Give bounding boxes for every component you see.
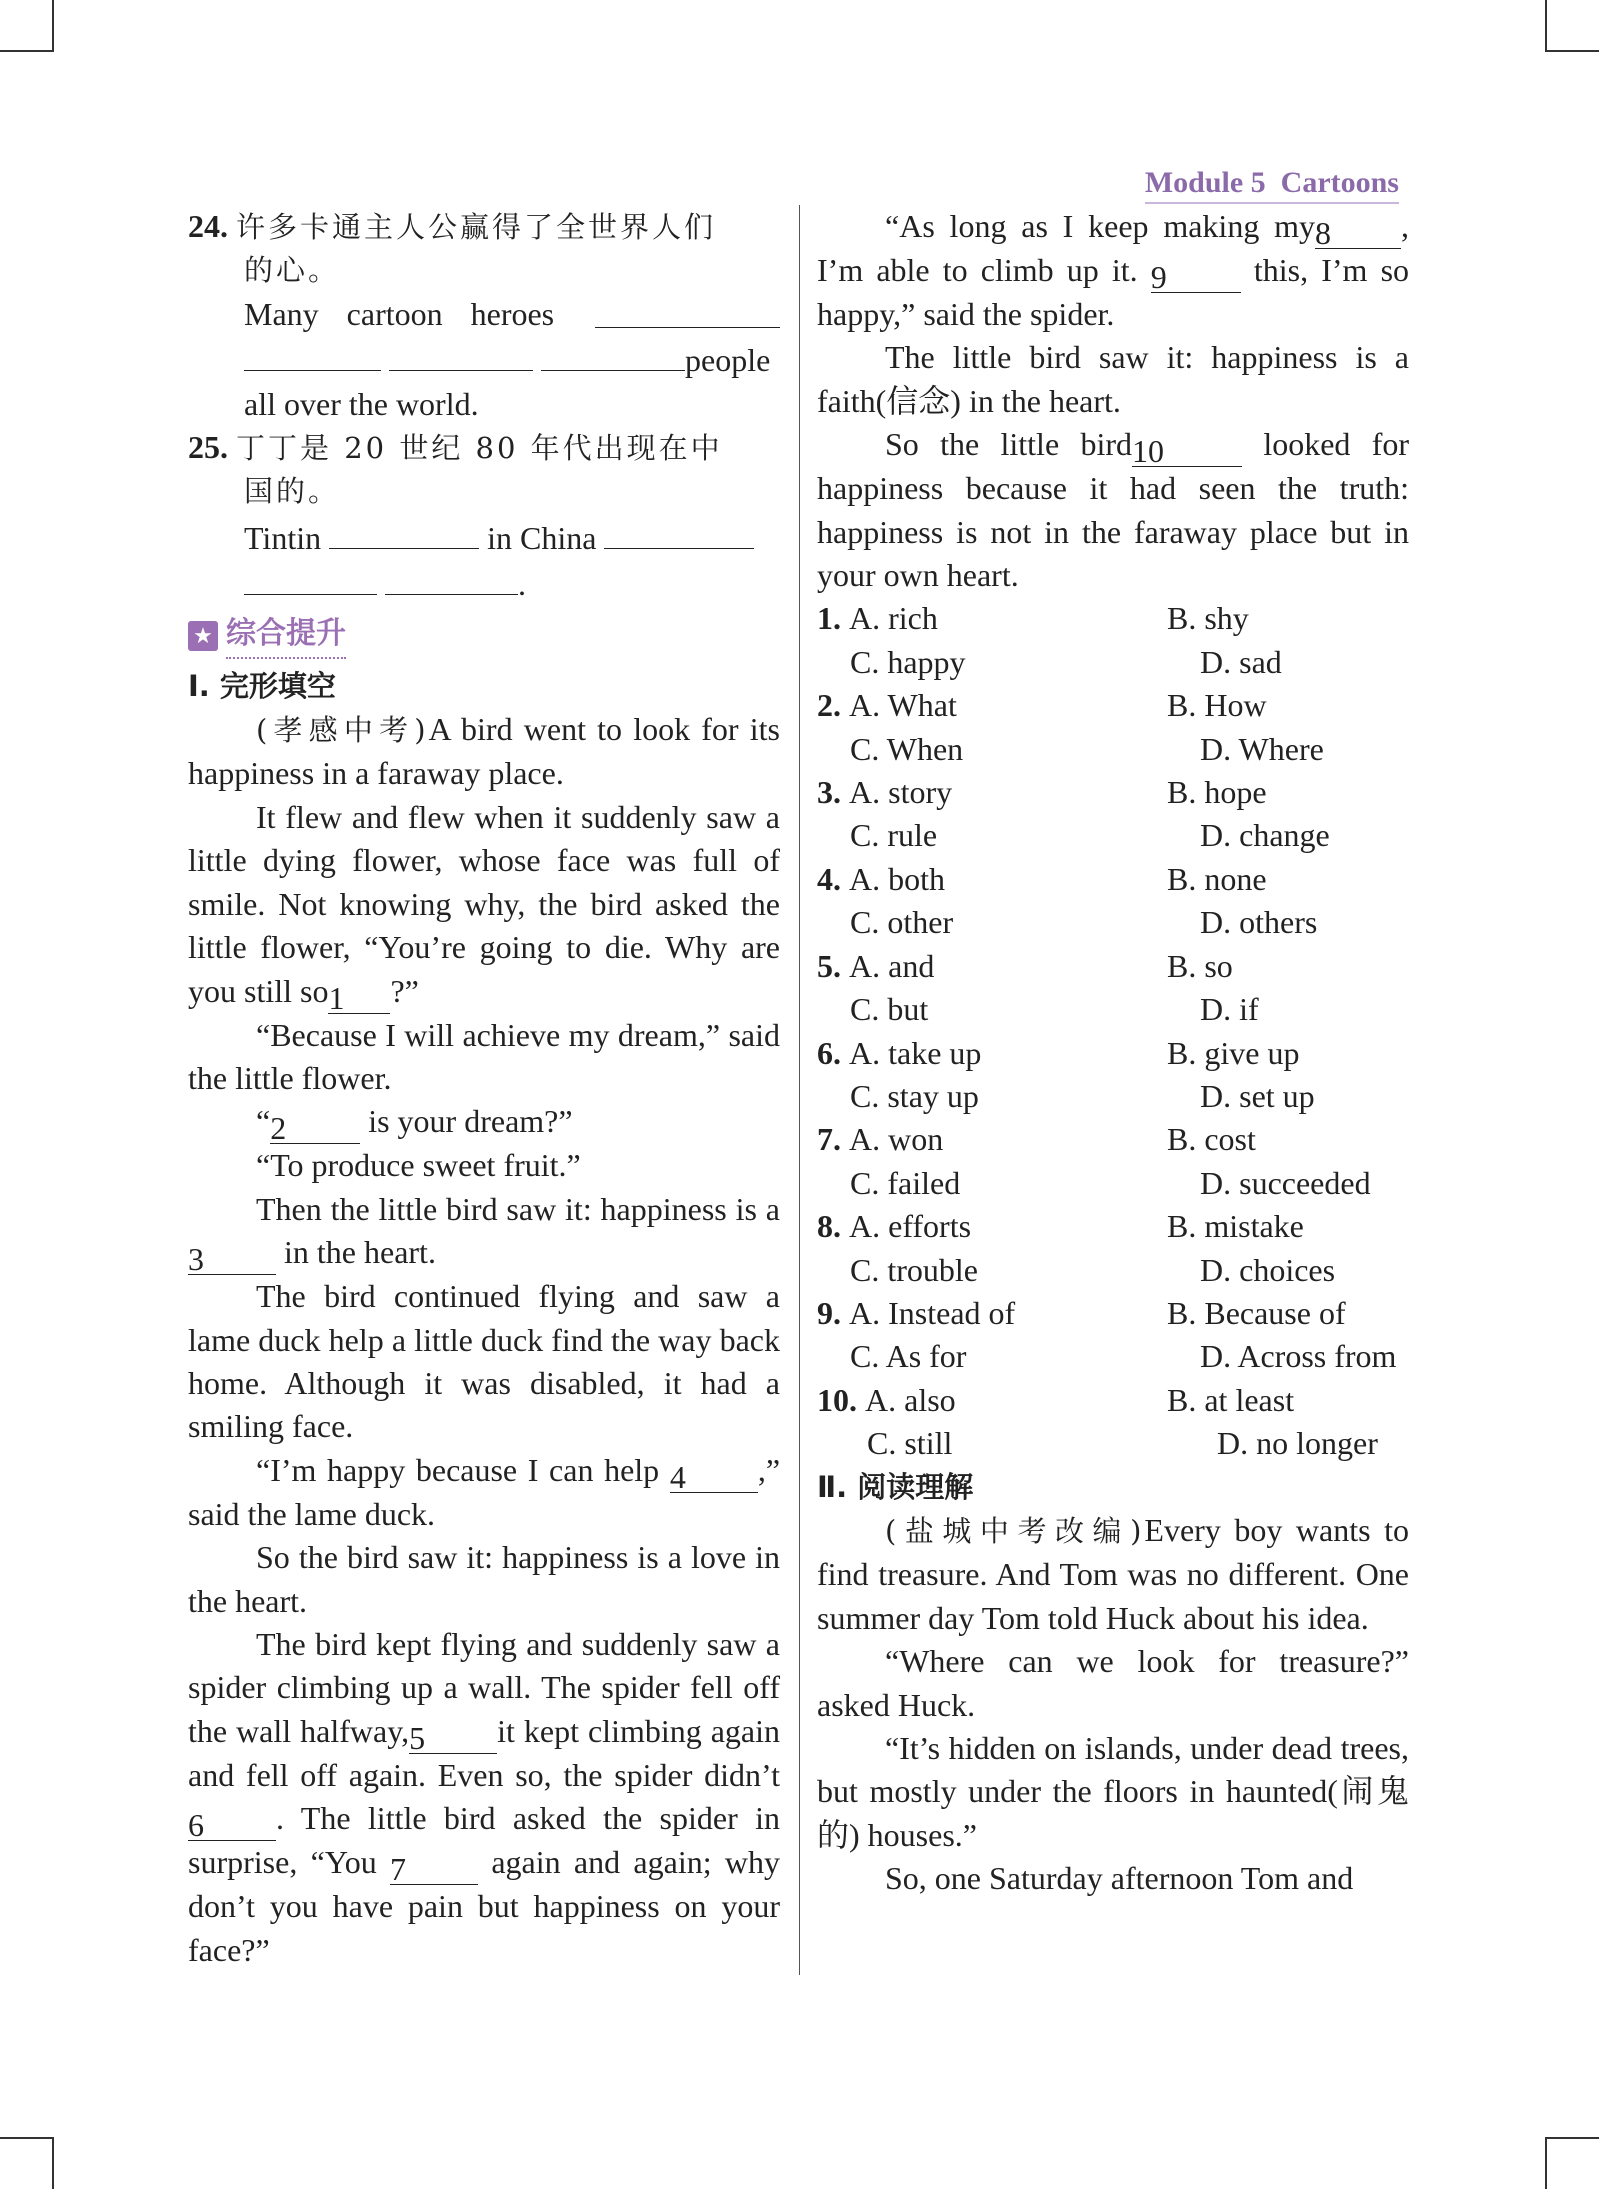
- option-d[interactable]: D. others: [1200, 904, 1318, 941]
- crop-mark: [52, 2137, 54, 2189]
- option-row: [817, 1335, 1409, 1378]
- passage-paragraph: “To produce sweet fruit.”: [256, 1147, 581, 1184]
- option-row: [817, 1075, 1409, 1118]
- passage-paragraph: [817, 1509, 1409, 1640]
- option-b[interactable]: B. at least: [1167, 1381, 1295, 1418]
- option-d[interactable]: D. sad: [1200, 643, 1282, 680]
- option-row: [817, 1032, 1409, 1075]
- section-title: Ⅰ. 完形填空: [188, 668, 336, 703]
- passage-text: , I’m able to climb up it.: [817, 208, 1409, 288]
- right-column: [817, 205, 1409, 1901]
- banner-title: 综合提升: [226, 612, 346, 659]
- source-label: (孝感中考): [256, 713, 429, 748]
- option-b[interactable]: B. Because of: [1167, 1294, 1346, 1331]
- passage-text: Every boy wants to find treasure. And Tom was no different. One summer day Tom told Huck about his idea.: [817, 1511, 1409, 1636]
- option-a[interactable]: 3. A. story: [817, 774, 953, 811]
- option-b[interactable]: B. shy: [1167, 600, 1249, 637]
- option-row: [817, 684, 1409, 727]
- sentence-text: .: [518, 566, 526, 603]
- question-chinese: 许多卡通主人公赢得了全世界人们: [236, 210, 717, 244]
- option-number: 4: [817, 860, 833, 897]
- passage-paragraph: “It’s hidden on islands, under dead trees, but mostly under the floors in haunted(闹鬼的) houses.”: [817, 1730, 1409, 1853]
- sentence-text: Many cartoon heroes: [244, 295, 555, 332]
- option-text: A. What: [849, 687, 957, 724]
- passage-text: A bird went to look for its happiness in a faraway place.: [188, 711, 780, 792]
- option-row: [817, 988, 1409, 1031]
- option-a[interactable]: 2. A. What: [817, 687, 957, 724]
- passage-text: looked for happiness because it had seen the truth: happiness is not in the faraway place but in your own heart.: [817, 426, 1410, 594]
- option-text: A. Instead of: [849, 1294, 1016, 1331]
- option-c[interactable]: C. rule: [850, 817, 938, 854]
- option-d[interactable]: D. choices: [1200, 1251, 1336, 1288]
- option-row: [817, 858, 1409, 901]
- passage-paragraph: “Because I will achieve my dream,” said the little flower.: [188, 1016, 780, 1096]
- option-row: [817, 1292, 1409, 1335]
- blank-1[interactable]: 1: [328, 979, 390, 1014]
- header-module: Module 5: [1144, 166, 1266, 199]
- question-25: 25. 丁丁是 20 世纪 80 年代出现在中 国的。 Tintin in China .: [188, 426, 780, 607]
- passage-paragraph: [188, 796, 780, 1014]
- blank-5[interactable]: 5: [409, 1719, 497, 1754]
- blank-10[interactable]: 10: [1132, 432, 1242, 467]
- option-row: [817, 1205, 1409, 1248]
- option-text: A. both: [849, 860, 945, 897]
- passage-paragraph: [188, 1449, 780, 1536]
- passage-text: Then the little bird saw it: happiness is a: [256, 1190, 780, 1227]
- passage-text: “I’m happy because I can help: [256, 1451, 660, 1488]
- option-text: A. also: [865, 1381, 956, 1418]
- section-title: Ⅱ. 阅读理解: [817, 1469, 974, 1504]
- passage-paragraph: [188, 1100, 780, 1147]
- option-text: A. won: [849, 1121, 944, 1158]
- section-banner: [188, 607, 780, 665]
- crop-mark: [1547, 2137, 1599, 2139]
- option-number: 6: [817, 1034, 833, 1071]
- passage-text: So the little bird: [885, 426, 1132, 463]
- passage-paragraph: “Where can we look for treasure?” asked Huck.: [817, 1643, 1409, 1723]
- answer-blank[interactable]: [541, 336, 685, 371]
- passage-paragraph: So the bird saw it: happiness is a love in the heart.: [188, 1539, 780, 1619]
- option-a[interactable]: 4. A. both: [817, 860, 945, 897]
- options-list: [817, 597, 1409, 1465]
- option-row: [817, 641, 1409, 684]
- option-number: 3: [817, 774, 833, 811]
- option-row: [817, 1162, 1409, 1205]
- crop-mark: [1545, 2137, 1547, 2189]
- blank-6[interactable]: 6: [188, 1806, 276, 1841]
- blank-8[interactable]: 8: [1315, 214, 1401, 249]
- source-label: (盐城中考改编): [885, 1513, 1145, 1548]
- option-b[interactable]: B. mistake: [1167, 1208, 1304, 1245]
- option-b[interactable]: B. How: [1167, 687, 1267, 724]
- left-column: [188, 205, 780, 1972]
- option-d[interactable]: D. if: [1200, 991, 1259, 1028]
- option-a[interactable]: 6. A. take up: [817, 1034, 982, 1071]
- passage-paragraph: The bird continued flying and saw a lame duck help a little duck find the way back home. Although it was disabled, it had a smiling face.: [188, 1278, 780, 1445]
- passage-text: The bird kept flying and suddenly saw a spider climbing up a wall. The spider fell off the wall halfway,: [188, 1625, 780, 1749]
- option-row: [817, 728, 1409, 771]
- passage-paragraph: [817, 205, 1409, 336]
- option-c[interactable]: C. stay up: [850, 1077, 979, 1114]
- option-row: [817, 1249, 1409, 1292]
- passage-paragraph: [817, 423, 1409, 597]
- passage-text: “: [256, 1103, 271, 1140]
- passage-text: it kept climbing again and fell off again. Even so, the spider didn’t: [188, 1712, 781, 1793]
- sentence-text: people: [685, 342, 771, 379]
- option-b[interactable]: B. give up: [1167, 1034, 1300, 1071]
- running-header: [1145, 166, 1399, 204]
- passage-text: . The little bird asked the spider in surprise, “You: [188, 1800, 780, 1881]
- option-c[interactable]: C. When: [850, 730, 964, 767]
- answer-blank[interactable]: [389, 336, 533, 371]
- option-c[interactable]: C. As for: [850, 1338, 967, 1375]
- option-a[interactable]: 5. A. and: [817, 947, 935, 984]
- option-c[interactable]: C. failed: [850, 1164, 961, 1201]
- option-d[interactable]: D. set up: [1200, 1077, 1315, 1114]
- option-row: [817, 771, 1409, 814]
- crop-mark: [1545, 0, 1547, 52]
- star-icon: ★: [188, 621, 218, 651]
- question-chinese: 丁丁是 20 世纪 80 年代出现在中: [236, 431, 723, 466]
- sentence-text: all over the world.: [244, 385, 479, 422]
- option-d[interactable]: D. Across from: [1200, 1338, 1397, 1375]
- header-title: Cartoons: [1280, 166, 1399, 199]
- passage-text: this, I’m so happy,” said the spider.: [817, 252, 1410, 332]
- option-number: 2: [817, 687, 833, 724]
- option-number: 1: [817, 600, 833, 637]
- option-row: [817, 1379, 1409, 1422]
- option-c[interactable]: C. but: [850, 991, 929, 1028]
- option-b[interactable]: B. cost: [1167, 1121, 1256, 1158]
- option-b[interactable]: B. so: [1167, 947, 1233, 984]
- sentence-text: Tintin: [244, 519, 322, 556]
- option-number: 5: [817, 947, 833, 984]
- option-c[interactable]: C. still: [867, 1425, 953, 1462]
- option-row: [817, 1422, 1409, 1465]
- option-a[interactable]: 8. A. efforts: [817, 1208, 972, 1245]
- option-a[interactable]: 10. A. also: [817, 1381, 956, 1418]
- answer-blank[interactable]: [595, 293, 780, 328]
- answer-blank[interactable]: [385, 560, 518, 595]
- passage-text: It flew and flew when it suddenly saw a little dying flower, whose face was full of smile. Not knowing why, the bird asked the little flower, “You’re going to die. Why are you still so: [188, 798, 780, 1009]
- option-row: [817, 597, 1409, 640]
- passage-paragraph: [188, 1188, 780, 1278]
- passage-text: again and again; why don’t you have pain but happiness on your face?”: [188, 1844, 780, 1968]
- column-divider: [799, 205, 800, 1975]
- crop-mark: [52, 0, 54, 52]
- answer-blank[interactable]: [604, 514, 754, 549]
- option-text: A. rich: [849, 600, 938, 637]
- option-number: 10: [817, 1381, 849, 1418]
- option-c[interactable]: C. happy: [850, 643, 966, 680]
- passage-text: ?”: [390, 972, 419, 1009]
- blank-3[interactable]: 3: [188, 1240, 276, 1275]
- option-c[interactable]: C. other: [850, 904, 954, 941]
- crop-mark: [0, 50, 52, 52]
- passage-text: “As long as I keep making my: [885, 208, 1315, 244]
- passage-paragraph: [188, 1623, 780, 1972]
- answer-blank[interactable]: [244, 560, 377, 595]
- option-number: 9: [817, 1294, 833, 1331]
- passage-text: in the heart.: [284, 1234, 436, 1271]
- crop-mark: [1547, 50, 1599, 52]
- sentence-text: in China: [487, 519, 597, 556]
- option-text: A. story: [849, 774, 953, 811]
- option-row: [817, 901, 1409, 944]
- option-d[interactable]: D. no longer: [1217, 1425, 1378, 1462]
- option-d[interactable]: D. change: [1200, 817, 1330, 854]
- option-a[interactable]: 1. A. rich: [817, 600, 938, 637]
- crop-mark: [0, 2137, 52, 2139]
- option-row: [817, 814, 1409, 857]
- option-row: [817, 1118, 1409, 1161]
- answer-blank[interactable]: [244, 336, 381, 371]
- option-number: 8: [817, 1208, 833, 1245]
- option-text: A. and: [849, 947, 935, 984]
- blank-4[interactable]: 4: [670, 1458, 758, 1493]
- option-d[interactable]: D. Where: [1200, 730, 1324, 767]
- option-row: [817, 945, 1409, 988]
- question-number: 25: [188, 429, 220, 466]
- passage-text: ,” said the lame duck.: [188, 1451, 781, 1532]
- option-text: A. efforts: [849, 1208, 972, 1245]
- option-number: 7: [817, 1121, 833, 1158]
- passage-paragraph: [188, 708, 780, 796]
- answer-blank[interactable]: [329, 514, 479, 549]
- blank-9[interactable]: 9: [1151, 258, 1241, 293]
- blank-2[interactable]: 2: [270, 1109, 360, 1144]
- option-b[interactable]: B. hope: [1167, 774, 1267, 811]
- passage-paragraph: So, one Saturday afternoon Tom and: [885, 1860, 1354, 1897]
- option-d[interactable]: D. succeeded: [1200, 1164, 1371, 1201]
- option-b[interactable]: B. none: [1167, 860, 1267, 897]
- option-a[interactable]: 9. A. Instead of: [817, 1294, 1016, 1331]
- question-number: 24: [188, 208, 220, 244]
- question-chinese: 国的。: [244, 474, 341, 509]
- option-a[interactable]: 7. A. won: [817, 1121, 944, 1158]
- question-24: 24. 许多卡通主人公赢得了全世界人们 的心。 Many cartoon heroes people all over the world.: [188, 205, 780, 426]
- option-c[interactable]: C. trouble: [850, 1251, 978, 1288]
- blank-7[interactable]: 7: [390, 1850, 478, 1885]
- passage-text: is your dream?”: [368, 1103, 573, 1140]
- option-text: A. take up: [849, 1034, 982, 1071]
- question-chinese: 的心。: [244, 253, 341, 288]
- passage-paragraph: The little bird saw it: happiness is a faith(信念) in the heart.: [817, 339, 1409, 419]
